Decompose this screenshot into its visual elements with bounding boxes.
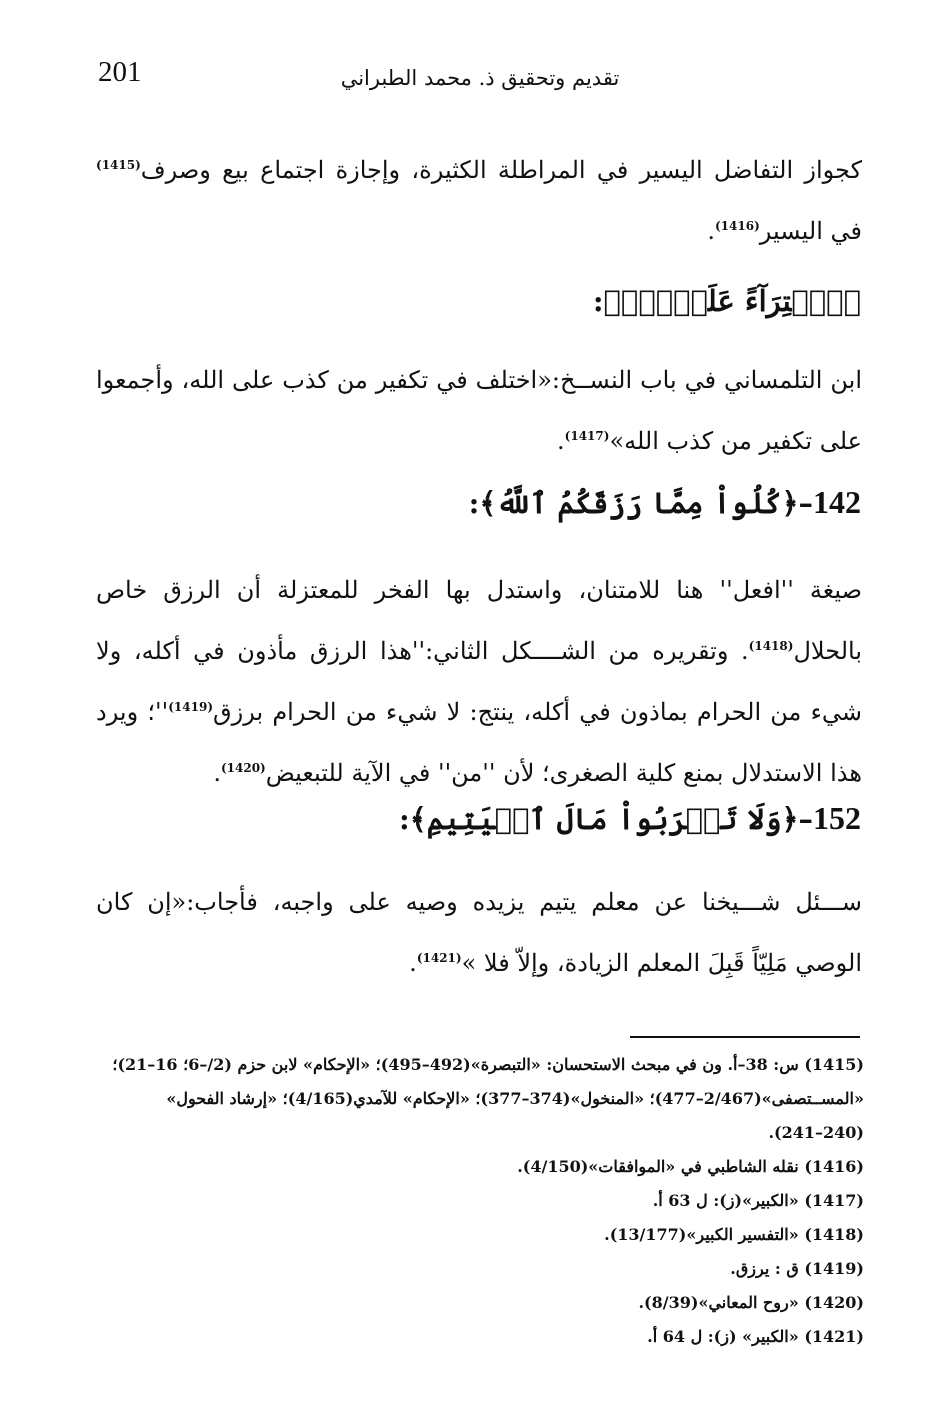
verse-heading-152-text: –﴿وَلَا تَقۡرَبُواْ مَالَ ٱلۡيَتِيمِ﴾:: [399, 802, 813, 836]
paragraph-3-end: .: [213, 759, 221, 787]
footnote-line: «المســتصفى»(2/467–477)؛ «المنخول»(374–377)؛ «الإحكام» للآمدي(4/165)؛ «إرشاد الفحول»: [166, 1089, 864, 1108]
verse-heading-142-text: –﴿كُلُواْ مِمَّا رَزَقَكُمُ ٱللَّهُ﴾:: [468, 486, 813, 520]
footnote-line: (1416) نقله الشاطبي في «الموافقات»(4/150).: [517, 1157, 864, 1176]
paragraph-1-text: كجواز التفاضل اليسير في المراطلة الكثيرة، وإجازة اجتماع بيع وصرف: [140, 156, 862, 184]
paragraph-1: [96, 140, 862, 262]
paragraph-2-text: ابن التلمساني في باب النســخ:«اختلف في تكفير من كذب على الله، وأجمعوا على تكفير من كذب الله»: [96, 366, 862, 455]
footnote-ref-1420: (1420): [220, 761, 266, 775]
paragraph-1-text-2: في اليسير: [759, 217, 862, 245]
footnote-line: (1420) «روح المعاني»(8/39).: [638, 1293, 864, 1312]
paragraph-2-end: .: [557, 427, 565, 455]
verse-heading-1: [593, 284, 861, 318]
footnote-line: (1421) «الكبير» (ز): ل 64 أ.: [647, 1327, 864, 1346]
footnote-ref-1419: (1419): [168, 700, 213, 714]
paragraph-1-end: .: [707, 217, 715, 245]
page-number: 201: [98, 56, 142, 88]
footnote-line: (240–241).: [768, 1123, 864, 1142]
footnote-ref-1417: (1417): [564, 429, 610, 443]
paragraph-4-end: .: [409, 949, 417, 977]
paragraph-3: [96, 560, 862, 804]
paragraph-2: [96, 350, 862, 472]
footnote-line: (1417) «الكبير»(ز): ل 63 أ.: [652, 1191, 864, 1210]
verse-heading-152: [399, 800, 861, 837]
paragraph-3-text-2: . وتقريره من الشــــكل الثاني:''هذا الرزق مأذون في أكله، ولا شيء من الحرام بماذون في أكله، ينتج: لا شيء من الحرام برزق: [96, 637, 862, 726]
paragraph-4-text: ســـئل شـــيخنا عن معلم يتيم يزيده وصيه على واجبه، فأجاب:«إن كان الوصي مَلِيّاً قَبِلَ المعلم الزيادة، وإلاّ فلا »: [96, 888, 862, 977]
footnotes: [94, 1048, 864, 1354]
footnote-line: (1419) ق : يرزق.: [730, 1259, 864, 1278]
footnote-separator: [630, 1036, 860, 1038]
paragraph-4: [96, 872, 862, 994]
footnote-line: (1415) س: 38–أ. ون في مبحث الاستحسان: «التبصرة»(492–495)؛ «الإحكام» لابن حزم (2/–6؛ 16–21)؛: [112, 1055, 864, 1074]
footnote-ref-1418: (1418): [748, 639, 794, 653]
footnote-ref-1416: (1416): [714, 219, 760, 233]
verse-heading-142: [469, 484, 861, 521]
footnote-ref-1421: (1421): [416, 951, 462, 965]
footnote-ref-1415: (1415): [96, 158, 141, 172]
footnote-line: (1418) «التفسير الكبير»(13/177).: [604, 1225, 864, 1244]
paragraph-3-text-3: ''؛ ويرد هذا الاستدلال بمنع كلية الصغرى؛ لأن ''من'' في الآية للتبعيض: [96, 698, 862, 787]
running-head: تقديم وتحقيق ذ. محمد الطبراني: [340, 66, 620, 90]
verse-number-142: 142: [813, 484, 861, 520]
verse-heading-1-text: ﴿ٱفۡتِرَآءً عَلَيۡهِۚ﴾:: [592, 284, 861, 318]
paragraph-3-text-1: صيغة ''افعل'' هنا للامتنان، واستدل بها الفخر للمعتزلة أن الرزق خاص بالحلال: [96, 576, 862, 665]
verse-number-152: 152: [813, 800, 861, 836]
